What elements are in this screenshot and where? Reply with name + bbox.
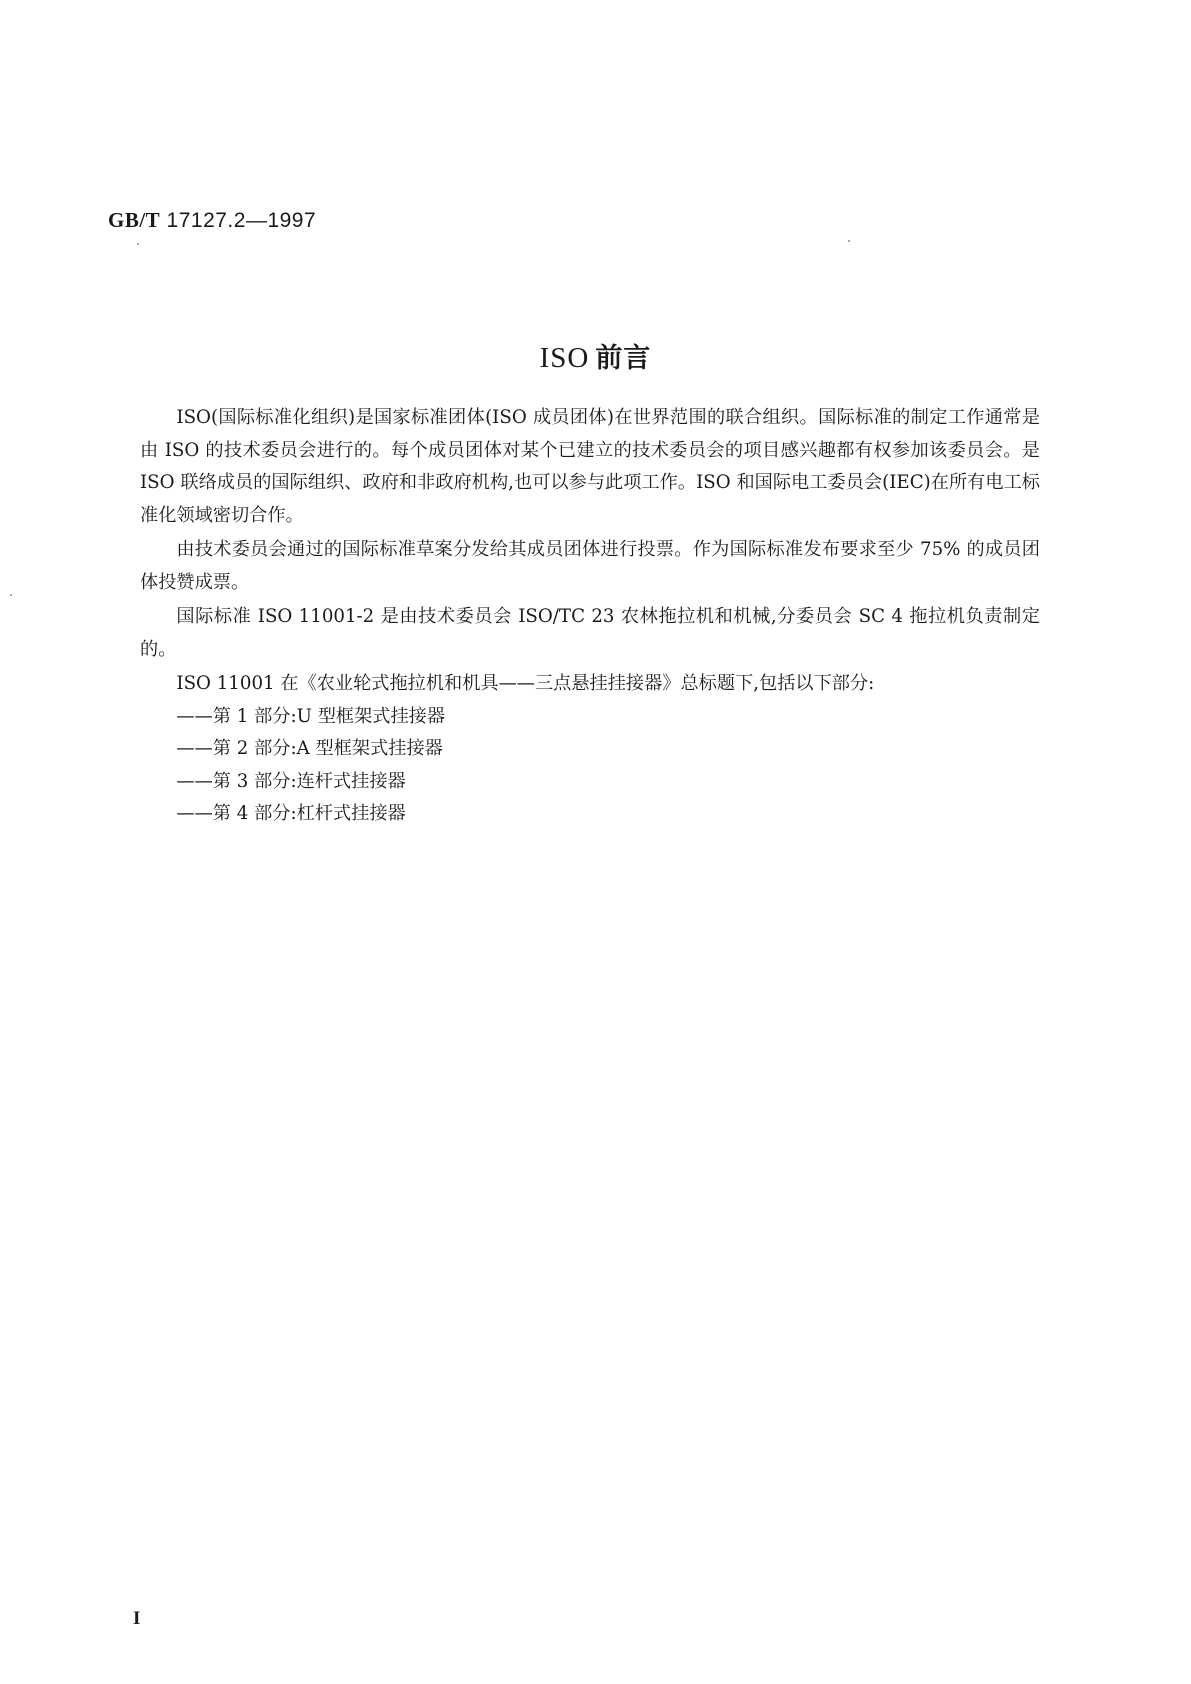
standard-code-number: 17127.2—1997 <box>166 209 317 232</box>
paragraph-iso-organization: ISO(国际标准化组织)是国家标准团体(ISO 成员团体)在世界范围的联合组织。国际标准的制定工作通常是由 ISO 的技术委员会进行的。每个成员团体对某个已建立的技术委员会的项目感兴趣都有权参加该委员会。是 ISO 联络成员的国际组织、政府和非政府机构,也可以参与此项工作。ISO 和国际电工委员会(IEC)在所有电工标准化领域密切合作。 <box>140 407 1040 526</box>
scan-speck <box>137 243 139 245</box>
page-title-cjk: 前言 <box>595 343 652 374</box>
standard-code <box>108 208 316 233</box>
page-number: I <box>133 1608 141 1629</box>
list-item: ——第 4 部分:杠杆式挂接器 <box>176 803 406 824</box>
paragraph-voting: 由技术委员会通过的国际标准草案分发给其成员团体进行投票。作为国际标准发布要求至少 75% 的成员团体投赞成票。 <box>140 539 1040 593</box>
list-item: ——第 1 部分:U 型框架式挂接器 <box>176 705 446 727</box>
standard-code-prefix: GB/T <box>108 208 161 232</box>
scan-speck <box>10 594 12 596</box>
list-item: ——第 3 部分:连杆式挂接器 <box>176 770 406 792</box>
page-title-latin: ISO <box>539 342 590 374</box>
paragraph-responsible-committee: 国际标准 ISO 11001-2 是由技术委员会 ISO/TC 23 农林拖拉机和机械,分委员会 SC 4 拖拉机负责制定的。 <box>140 606 1040 660</box>
paragraph-series-overview: ISO 11001 在《农业轮式拖拉机和机具——三点悬挂挂接器》总标题下,包括以下部分: <box>176 673 875 694</box>
scan-speck <box>848 240 850 242</box>
page-title <box>0 336 1191 375</box>
parts-list <box>140 701 1040 831</box>
foreword-body <box>140 402 1040 831</box>
list-item: ——第 2 部分:A 型框架式挂接器 <box>176 738 443 759</box>
